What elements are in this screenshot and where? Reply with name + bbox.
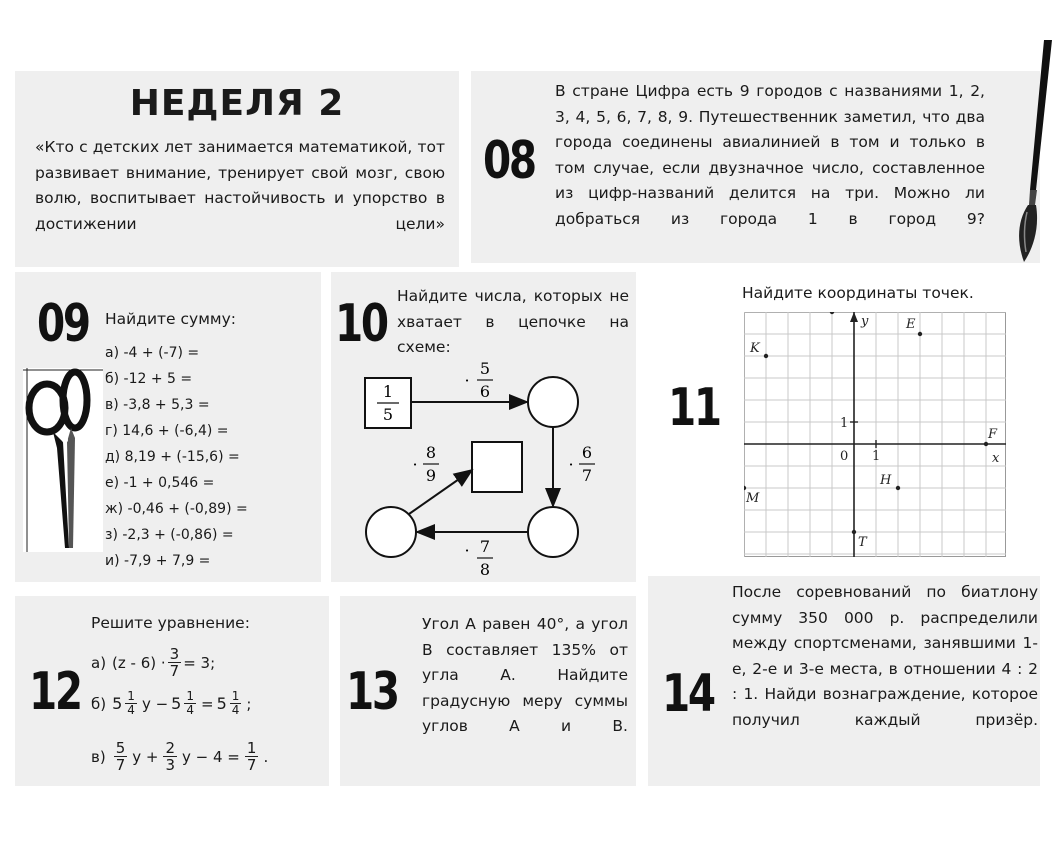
eq-b-d2: 4 (186, 703, 194, 717)
problem-08-card (471, 71, 1040, 263)
eq-a-frac (168, 646, 182, 679)
grid-border (745, 313, 1006, 557)
problem-12-title: Решите уравнение: (91, 614, 250, 632)
point-label-T: T (858, 535, 867, 550)
chain-diagram (331, 352, 636, 582)
quote-text: «Кто с детских лет занимается математикой, тот развивает внимание, тренирует свой мозг, свою волю, воспитывает настойчивость и упорство в достижении цели» (35, 138, 445, 233)
problem-09-card (15, 272, 321, 582)
start-den: 5 (382, 405, 394, 424)
op3-num: 7 (479, 537, 491, 556)
eq-b-mixed-1 (112, 690, 139, 717)
problem-09-title: Найдите сумму: (105, 310, 236, 328)
eq-b-var1: y − (141, 694, 169, 713)
point-H (896, 486, 900, 490)
eq-b-mixed-2 (171, 690, 198, 717)
point-label-H: H (880, 473, 892, 488)
x-axis-label: x (992, 451, 1000, 466)
start-num: 1 (382, 382, 394, 401)
eq-c-n1: 5 (115, 739, 126, 757)
eq-a-label: а) (91, 653, 107, 672)
eq-c-d1: 7 (115, 756, 126, 774)
unit-y-label: 1 (840, 416, 849, 431)
op1-dot: · (464, 371, 470, 390)
eq-c-d3: 7 (246, 756, 257, 774)
op4-num: 8 (425, 443, 437, 462)
list-item: е) -1 + 0,546 = (105, 475, 215, 491)
sum-list (105, 340, 248, 574)
eq-b-w3: 5 (216, 694, 227, 713)
equation-a (91, 646, 215, 679)
op4-den: 9 (425, 466, 437, 485)
point-F (984, 442, 988, 446)
coordinate-grid (744, 312, 1006, 557)
eq-b-w1: 5 (112, 694, 123, 713)
eq-b-label: б) (91, 694, 107, 713)
eq-c-var1: y + (132, 747, 159, 766)
problem-number-09: 09 (37, 294, 89, 354)
op1-den: 6 (479, 382, 491, 401)
list-item: ж) -0,46 + (-0,89) = (105, 501, 248, 517)
problem-11-title: Найдите координаты точек. (742, 284, 974, 302)
problem-13-card (340, 596, 636, 786)
problem-14-card (648, 576, 1040, 786)
eq-c-var2: y − 4 = (182, 747, 240, 766)
op2-den: 7 (581, 466, 593, 485)
list-item: з) -2,3 + (-0,86) = (105, 527, 234, 543)
eq-a-den: 7 (169, 662, 180, 680)
problem-10-text: Найдите числа, которых не хватает в цепочке на схеме: (397, 287, 629, 356)
chain-circle-1 (528, 377, 578, 427)
op2-dot: · (568, 455, 574, 474)
problem-12-card (15, 596, 329, 786)
list-item: а) -4 + (-7) = (105, 345, 200, 361)
eq-a-left: (z - 6) · (112, 653, 166, 672)
point-label-E: E (906, 317, 916, 332)
problem-number-12: 12 (29, 662, 81, 722)
problem-number-14: 14 (662, 664, 714, 724)
chain-circle-3 (366, 507, 416, 557)
op2-num: 6 (581, 443, 593, 462)
point-E (918, 332, 922, 336)
eq-c-label: в) (91, 747, 106, 766)
eq-b-end: ; (246, 694, 252, 713)
chain-circle-2 (528, 507, 578, 557)
point-label-M: M (746, 491, 760, 506)
list-item: б) -12 + 5 = (105, 371, 193, 387)
eq-b-n1: 1 (127, 689, 135, 703)
equation-c (91, 740, 268, 773)
eq-b-mixed-3 (217, 690, 244, 717)
eq-b-w2: 5 (171, 694, 182, 713)
eq-b-d1: 4 (127, 703, 135, 717)
list-item: в) -3,8 + 5,3 = (105, 397, 210, 413)
problem-number-13: 13 (346, 662, 398, 722)
problem-13-text: Угол А равен 40°, а угол В составляет 135% от угла А. Найдите градусную меру суммы углов А и В. (422, 615, 628, 735)
problem-number-10: 10 (335, 294, 387, 354)
brush-icon (1000, 40, 1053, 265)
eq-b-n3: 1 (231, 689, 240, 703)
point-T (852, 530, 856, 534)
week-card (15, 71, 459, 267)
equation-b (91, 690, 251, 717)
op3-dot: · (464, 541, 470, 560)
problem-number-11: 11 (668, 378, 720, 438)
point-label-F: F (988, 427, 998, 442)
op3-den: 8 (479, 560, 491, 579)
eq-a-num: 3 (169, 645, 180, 663)
problem-14-text: После соревнований по биатлону сумму 350 000 р. распределили между спортсменами, занявшими 1-е, 2-е и 3-е места, в отношении 4 : 2 : 1. Найди вознаграждение, которое получил каждый призёр. (732, 583, 1038, 729)
problem-10-card (331, 272, 636, 582)
eq-c-n2: 2 (165, 739, 176, 757)
point-label-K: K (750, 341, 760, 356)
problem-11-card (648, 272, 1040, 574)
origin-label: 0 (840, 449, 849, 464)
eq-c-d2: 3 (165, 756, 176, 774)
op1-num: 5 (479, 359, 491, 378)
op4-dot: · (412, 455, 418, 474)
week-title: НЕДЕЛЯ 2 (129, 83, 345, 124)
problem-number-08: 08 (483, 131, 535, 191)
eq-a-right: = 3; (183, 653, 216, 672)
middle-box (472, 442, 522, 492)
eq-c-n3: 1 (246, 739, 257, 757)
problem-08-text: В стране Цифра есть 9 городов с названиями 1, 2, 3, 4, 5, 6, 7, 8, 9. Путешественник заметил, что два города соединены авиалинией в том и только в том случае, если двузначное число, составленное из цифр-названий делится на три. Можно ли добраться из города 1 в город 9? (555, 82, 985, 228)
list-item: и) -7,9 + 7,9 = (105, 553, 211, 569)
eq-c-end: . (263, 747, 269, 766)
y-axis-label: y (861, 314, 869, 329)
point-K (764, 354, 768, 358)
eq-b-n2: 1 (186, 689, 194, 703)
eq-b-eq: = (200, 694, 214, 713)
list-item: д) 8,19 + (-15,6) = (105, 449, 240, 465)
unit-x-label: 1 (872, 449, 881, 464)
list-item: г) 14,6 + (-6,4) = (105, 423, 229, 439)
eq-b-d3: 4 (231, 703, 240, 717)
scissors-icon (23, 368, 103, 552)
